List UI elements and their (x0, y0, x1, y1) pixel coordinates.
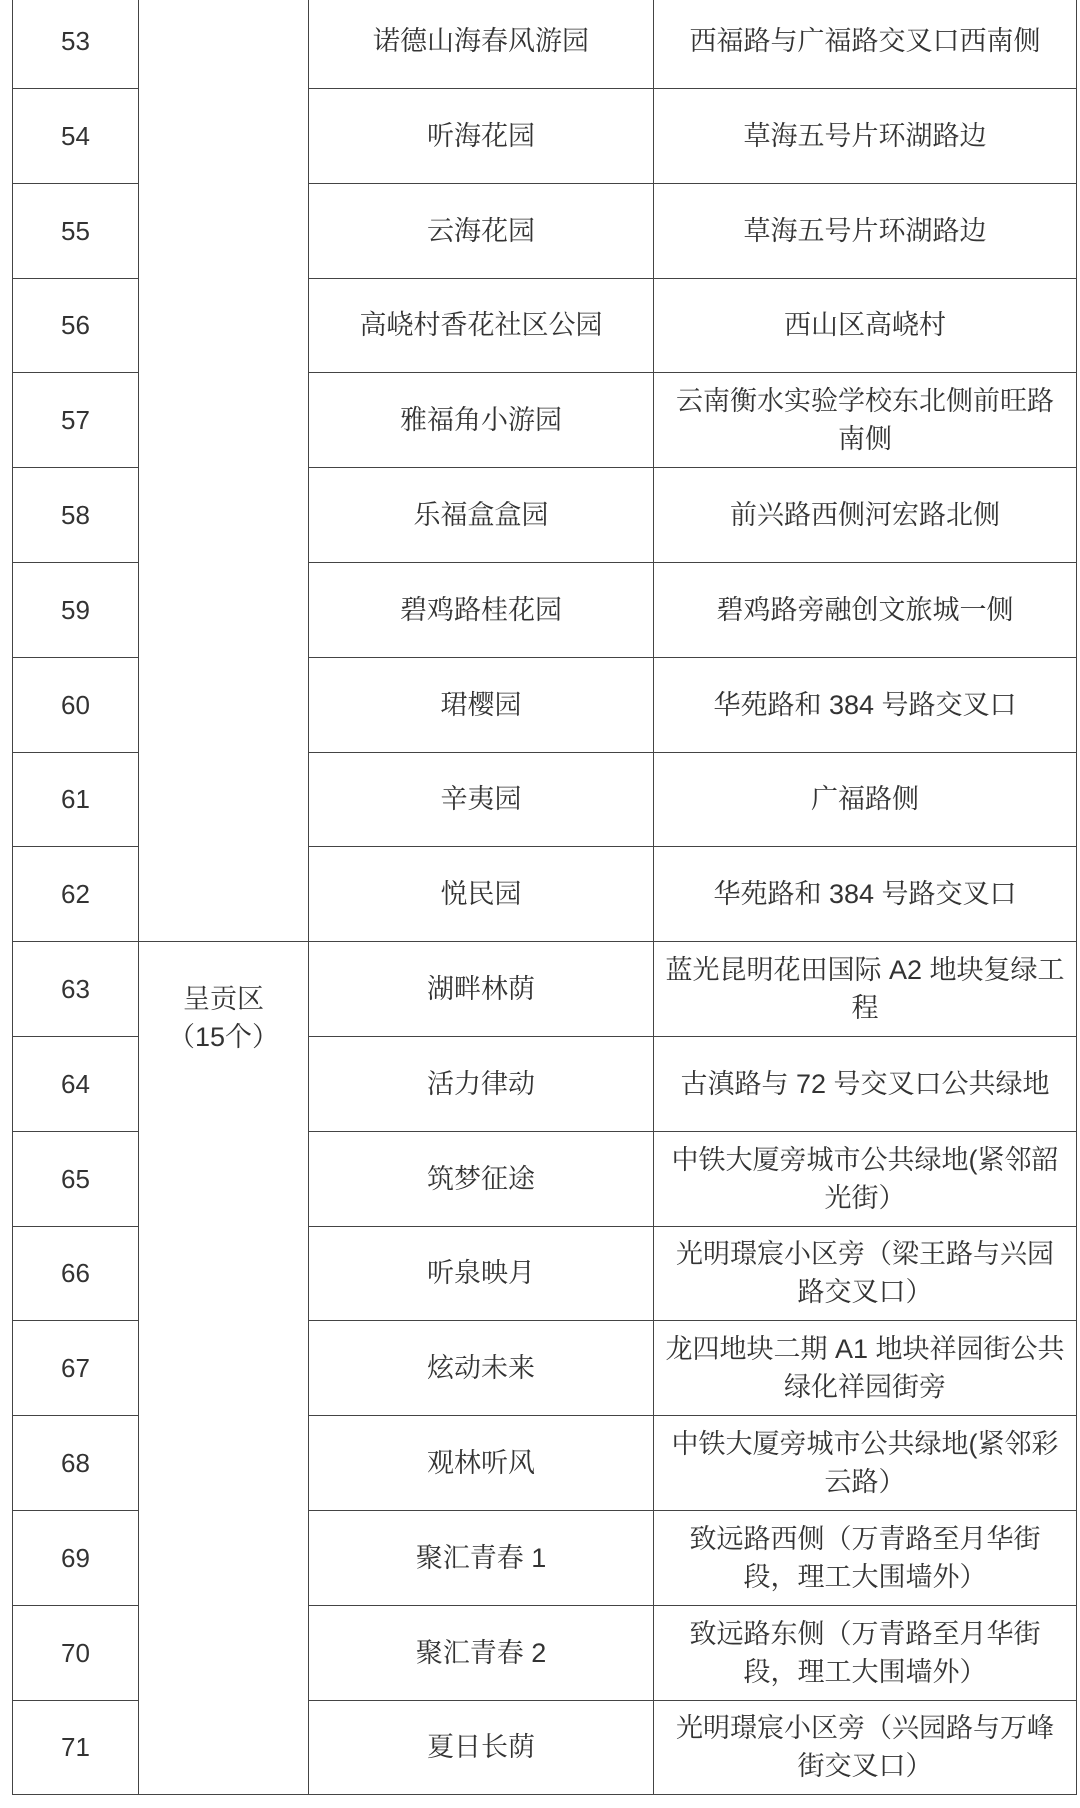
row-number: 69 (13, 1510, 139, 1605)
row-number: 66 (13, 1226, 139, 1321)
park-name: 高峣村香花社区公园 (309, 278, 654, 373)
park-location: 云南衡水实验学校东北侧前旺路南侧 (654, 373, 1077, 468)
park-location: 古滇路与 72 号交叉口公共绿地 (654, 1036, 1077, 1131)
park-name: 活力律动 (309, 1036, 654, 1131)
park-name: 筑梦征途 (309, 1131, 654, 1226)
park-location: 草海五号片环湖路边 (654, 89, 1077, 184)
row-number: 57 (13, 373, 139, 468)
row-number: 70 (13, 1605, 139, 1700)
row-number: 53 (13, 0, 139, 89)
park-location: 西山区高峣村 (654, 278, 1077, 373)
park-name: 乐福盒盒园 (309, 468, 654, 563)
row-number: 62 (13, 847, 139, 942)
row-number: 60 (13, 657, 139, 752)
district-count: （15个） (167, 1022, 280, 1053)
park-name: 聚汇青春 1 (309, 1510, 654, 1605)
row-number: 55 (13, 183, 139, 278)
park-name: 珺樱园 (309, 657, 654, 752)
table-row (13, 942, 1077, 1037)
park-location: 广福路侧 (654, 752, 1077, 847)
park-name: 雅福角小游园 (309, 373, 654, 468)
park-name: 悦民园 (309, 847, 654, 942)
park-name: 听泉映月 (309, 1226, 654, 1321)
park-name: 辛夷园 (309, 752, 654, 847)
park-location: 蓝光昆明花田国际 A2 地块复绿工程 (654, 942, 1077, 1037)
park-location: 光明璟宸小区旁（梁王路与兴园路交叉口） (654, 1226, 1077, 1321)
park-name: 聚汇青春 2 (309, 1605, 654, 1700)
park-location: 致远路西侧（万青路至月华街段，理工大围墙外） (654, 1510, 1077, 1605)
park-location: 中铁大厦旁城市公共绿地(紧邻彩云路） (654, 1416, 1077, 1511)
park-location: 中铁大厦旁城市公共绿地(紧邻韶光街） (654, 1131, 1077, 1226)
park-location: 光明璟宸小区旁（兴园路与万峰街交叉口） (654, 1700, 1077, 1795)
park-location: 华苑路和 384 号路交叉口 (654, 657, 1077, 752)
park-location: 西福路与广福路交叉口西南侧 (654, 0, 1077, 89)
park-name: 碧鸡路桂花园 (309, 562, 654, 657)
park-name: 炫动未来 (309, 1321, 654, 1416)
park-name: 夏日长荫 (309, 1700, 654, 1795)
row-number: 68 (13, 1416, 139, 1511)
row-number: 64 (13, 1036, 139, 1131)
row-number: 67 (13, 1321, 139, 1416)
park-name: 云海花园 (309, 183, 654, 278)
row-number: 65 (13, 1131, 139, 1226)
park-name: 听海花园 (309, 89, 654, 184)
park-name: 湖畔林荫 (309, 942, 654, 1037)
row-number: 71 (13, 1700, 139, 1795)
row-number: 63 (13, 942, 139, 1037)
district-cell-previous (139, 0, 309, 942)
park-location: 前兴路西侧河宏路北侧 (654, 468, 1077, 563)
park-location: 碧鸡路旁融创文旅城一侧 (654, 562, 1077, 657)
park-list-table (12, 0, 1077, 1795)
row-number: 59 (13, 562, 139, 657)
park-name: 观林听风 (309, 1416, 654, 1511)
park-location: 龙四地块二期 A1 地块祥园街公共绿化祥园街旁 (654, 1321, 1077, 1416)
park-location: 华苑路和 384 号路交叉口 (654, 847, 1077, 942)
park-location: 草海五号片环湖路边 (654, 183, 1077, 278)
row-number: 61 (13, 752, 139, 847)
district-cell (139, 942, 309, 1795)
table-row (13, 0, 1077, 89)
park-location: 致远路东侧（万青路至月华街段，理工大围墙外） (654, 1605, 1077, 1700)
row-number: 56 (13, 278, 139, 373)
park-name: 诺德山海春风游园 (309, 0, 654, 89)
row-number: 58 (13, 468, 139, 563)
district-name: 呈贡区 (183, 984, 264, 1015)
row-number: 54 (13, 89, 139, 184)
